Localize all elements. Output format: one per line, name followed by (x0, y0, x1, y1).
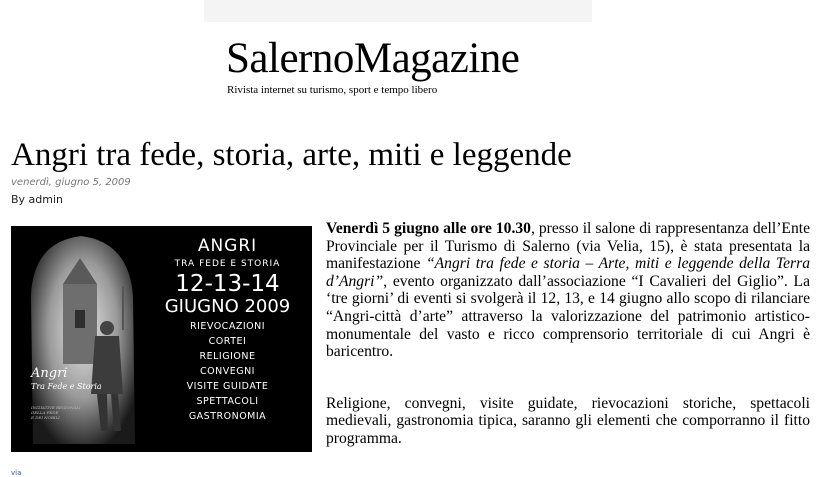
poster-event-list (143, 319, 312, 424)
poster-logo-title: Angri (31, 366, 68, 381)
article-event-name: “Angri tra fede e storia – Arte, miti e leggende della Terra d’Angri” (326, 255, 810, 290)
post-author: By admin (11, 193, 64, 206)
site-tagline: Rivista internet su turismo, sport e tempo libero (227, 84, 438, 96)
article-paragraph: Religione, convegni, visite guidate, rievocazioni storiche, spettacoli medievali, gastronomia tipica, saranno gli elementi che comporranno il fitto programma. (326, 394, 810, 447)
poster-event-item: GASTRONOMIA (188, 411, 267, 422)
poster-event-item: RELIGIONE (199, 351, 256, 362)
poster-logo-subtitle: Tra Fede e Storia (31, 382, 102, 391)
poster-logo-fineprint-1: INIZIATIVE REGIONALI (31, 405, 81, 410)
article-lead-date: Venerdì 5 giugno alle ore 10.30 (326, 220, 531, 237)
site-logo[interactable]: SalernoMagazine (226, 35, 520, 82)
poster-dates: 12-13-14 (175, 271, 280, 297)
poster-event-item: RIEVOCAZIONI (189, 321, 266, 332)
event-poster-image[interactable] (11, 226, 312, 452)
poster-month: GIUGNO 2009 (164, 296, 291, 317)
poster-logo-fineprint (31, 405, 131, 420)
poster-town: ANGRI (197, 236, 258, 256)
post-date: venerdì, giugno 5, 2009 (11, 177, 131, 188)
image-caption-link[interactable]: via (11, 469, 22, 477)
poster-event-item: CONVEGNI (200, 366, 255, 377)
poster-event-logo (31, 366, 131, 420)
poster-logo-fineprint-3: E DEI NOBILI (31, 415, 60, 420)
top-banner-strip (204, 0, 592, 22)
poster-event-item: SPETTACOLI (196, 396, 259, 407)
poster-logo-fineprint-2: DELLA FEDE (31, 410, 59, 415)
article-paragraph (326, 220, 810, 361)
article-text: , presso il salone di rappresentanza dell’Ente Provinciale per il Turismo di Salerno (via Velia, 15), è stata presentata la manifestazione (326, 220, 810, 273)
article-text: , evento organizzato dall’associazione “I Cavalieri del Giglio”. La ‘tre giorni’ di eventi si svolgerà il 12, 13, e 14 giugno allo scopo di rilanciare “Angri-città d’arte” attraverso la valorizzazione del patrimonio artistico-monumentale del vasto e ricco comprensorio territoriale di cui Angri è baricentro. (326, 272, 810, 361)
article-body (326, 220, 810, 448)
post-title[interactable]: Angri tra fede, storia, arte, miti e leggende (11, 137, 572, 173)
poster-event-item: CORTEI (208, 336, 247, 347)
poster-subtitle: TRA FEDE E STORIA (174, 259, 281, 269)
poster-event-item: VISITE GUIDATE (186, 381, 269, 392)
poster-text-block (143, 226, 312, 452)
